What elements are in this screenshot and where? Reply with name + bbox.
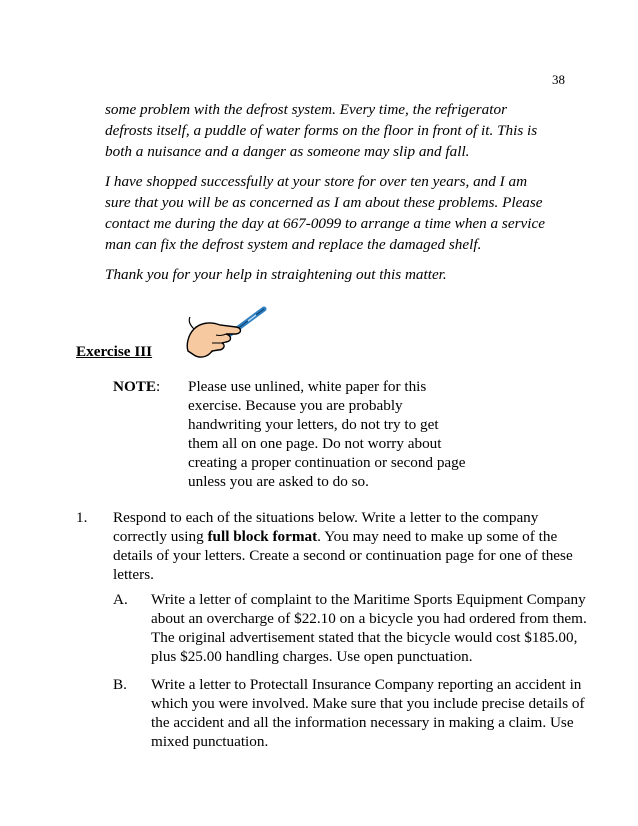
sub-item-line: plus $25.00 handling charges. Use open punctuation. xyxy=(151,648,473,665)
note-colon: : xyxy=(156,378,161,395)
note-label-text: NOTE xyxy=(113,378,157,395)
letter-closing-line: Thank you for your help in straightening out this matter. xyxy=(105,266,447,283)
sub-item-line: Write a letter of complaint to the Maritime Sports Equipment Company xyxy=(151,591,586,608)
sub-item-line: the accident and all the information necessary in making a claim. Use xyxy=(151,714,574,731)
item-line: details of your letters. Create a second or continuation page for one of these xyxy=(113,547,573,564)
item-line: letters. xyxy=(113,566,154,583)
note-line: unless you are asked to do so. xyxy=(188,473,369,490)
note-line: exercise. Because you are probably xyxy=(188,397,403,414)
full-block-format-term: full block format xyxy=(207,528,318,545)
sub-item-letter: A. xyxy=(113,591,128,608)
sub-item-line: The original advertisement stated that the bicycle would cost $185.00, xyxy=(151,629,578,646)
item-number: 1. xyxy=(76,509,88,526)
hand-writing-with-pen-icon xyxy=(186,305,268,363)
letter-line: some problem with the defrost system. Every time, the refrigerator xyxy=(105,101,507,118)
sub-item-line: mixed punctuation. xyxy=(151,733,269,750)
sub-item-letter: B. xyxy=(113,676,127,693)
note-line: them all on one page. Do not worry about xyxy=(188,435,442,452)
note-line: handwriting your letters, do not try to get xyxy=(188,416,439,433)
letter-line: man can fix the defrost system and replace the damaged shelf. xyxy=(105,236,482,253)
note-line: Please use unlined, white paper for this xyxy=(188,378,427,395)
item-text: correctly using xyxy=(113,528,208,545)
item-text: . You may need to make up some of the xyxy=(317,528,558,545)
sub-item-line: which you were involved. Make sure that you include precise details of xyxy=(151,695,585,712)
letter-line: both a nuisance and a danger as someone may slip and fall. xyxy=(105,143,470,160)
sub-item-line: about an overcharge of $22.10 on a bicycle you had ordered from them. xyxy=(151,610,587,627)
letter-line: I have shopped successfully at your store for over ten years, and I am xyxy=(105,173,528,190)
letter-line: defrosts itself, a puddle of water forms on the floor in front of it. This is xyxy=(105,122,538,139)
item-line: Respond to each of the situations below. Write a letter to the company xyxy=(113,509,539,526)
hand-icon xyxy=(187,317,240,357)
letter-line: contact me during the day at 667-0099 to arrange a time when a service xyxy=(105,215,545,232)
item-line xyxy=(113,527,557,546)
exercise-heading: Exercise III xyxy=(76,343,153,360)
letter-line: sure that you will be as concerned as I am about these problems. Please xyxy=(105,194,543,211)
note-label xyxy=(113,378,160,396)
sub-item-line: Write a letter to Protectall Insurance Company reporting an accident in xyxy=(151,676,582,693)
page-number: 38 xyxy=(552,72,565,87)
note-line: creating a proper continuation or second page xyxy=(188,454,466,471)
